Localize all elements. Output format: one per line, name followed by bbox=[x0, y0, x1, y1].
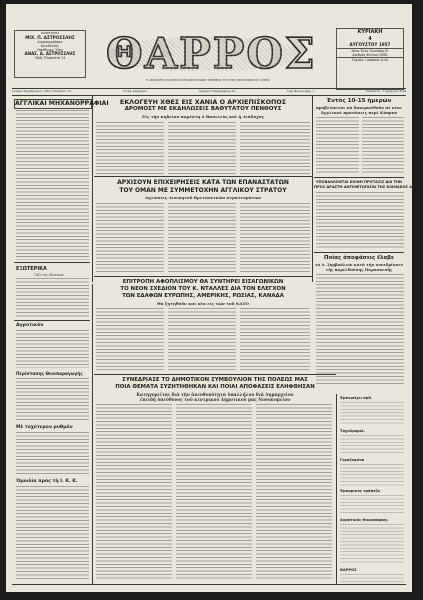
masthead-tagline: Η ΑΡΧΑΙΟΤΕΡΑ ΠΟΛΙΤΙΚΗ ΚΑΙ ΕΙΔΗΣΕΟΓΡΑΦΙΚΗ ΕΦΗΜΕΡΙΣ ΤΗ ΔΥΤΙΚΗ ΠΕΛΟΠΟΝΝΗΣΟΥ ΑΡΧΕΙΟ bbox=[146, 79, 270, 82]
article-body-text bbox=[96, 308, 164, 370]
article-headline: Ποίας ἀποφάσεις ἔλαβε bbox=[323, 255, 395, 261]
lead-deck: Εἰς τὴν κηδείαν παρέστη ὁ Βασιλεὺς καὶ ἡ Διάδοχος bbox=[142, 114, 264, 119]
article-deck: Κατηγορεῖται διὰ τὴν ἀνευθυνότητα ὑπαλλήλου διὰ Δημαρχείου bbox=[136, 392, 294, 397]
date-bar-rule-bottom bbox=[12, 95, 406, 96]
column-rule bbox=[336, 394, 337, 584]
section-rule bbox=[94, 276, 312, 277]
date-box-line: Αριθμός Φύλλου 5062 bbox=[352, 53, 388, 57]
article-headline: ΥΠΟΒΑΛΛΟΝΤΑΙ ΚΟΙΝΗ ΠΡΟΤΑΣΙΣ ΔΙΑ ΤΗΝ bbox=[315, 180, 403, 184]
article-body-text bbox=[16, 432, 89, 476]
section-label: ΕΞΩΤΕΡΙΚΑ bbox=[16, 266, 47, 272]
article-body-text bbox=[168, 308, 236, 370]
article-body-text bbox=[176, 404, 252, 580]
date-bar-item: Καλαμάτα - Τηλέφωνον 6-40 bbox=[365, 89, 406, 93]
section-label: Περίστασης Θειοπαραγωγής bbox=[16, 371, 83, 376]
sidebar-heading: ΘΑΡΡΟΣ bbox=[340, 568, 357, 572]
owner-box-line: Δημοσιογράφος bbox=[37, 40, 63, 44]
date-box-line: 4 bbox=[368, 36, 372, 42]
date-box-line: ΚΥΡΙΑΚΗ bbox=[357, 29, 383, 35]
article-body-text bbox=[240, 203, 310, 273]
article-subhead: ΠΡΟΣ ΔΡΑΣΤΗ ΑΝΤΙΜΕΤΩΠΙΣΙΝ ΤΗΣ ΚΛΙΜΑΚΟΣ ΑΥΤΟΥ bbox=[314, 185, 423, 189]
masthead-title: ΘΑΡΡΟΣ bbox=[106, 29, 317, 78]
section-subhead: Ταξί τῆς ἐξωτερικ. bbox=[34, 273, 65, 277]
sidebar-text bbox=[340, 524, 404, 564]
article-body-text bbox=[240, 308, 310, 370]
article-extra: Θὰ ζητηθοῦν καὶ νέα εἰς τῶν τοῦ ΝΑΤΟ bbox=[157, 301, 249, 306]
date-box bbox=[336, 28, 404, 90]
article-deck: Ἀγγλικαὶ προτάσεις περὶ Κύπρου bbox=[320, 110, 398, 115]
article-subhead: ΤΟ ΝΕΟΝ ΣΧΕΔΙΟΝ ΤΟΥ Κ. ΝΤΑΛΛΕΣ ΔΙΑ ΤΟΝ ΕΛΕΓΧΟΝ bbox=[120, 286, 286, 292]
lead-subhead: ΔΡΟΜΟΣΤ ΜΕ ΕΚΔΗΛΩΣΕΙΣ ΒΑΘΥΤΑΤΟΥ ΠΕΝΘΟΥΣ bbox=[124, 106, 282, 112]
section-rule bbox=[94, 374, 336, 375]
article-body-text bbox=[316, 274, 404, 386]
article-headline: Ἐντὸς 10-15 ἡμερῶν bbox=[326, 98, 392, 104]
article-body-text bbox=[96, 122, 164, 174]
section-rule bbox=[314, 252, 404, 253]
article-subhead: τὸ Δ. Συμβούλιον κατὰ τὴν συνεδρίασιν bbox=[314, 262, 404, 267]
date-box-line: ΑΥΓΟΥΣΤΟΥ 1957 bbox=[349, 42, 391, 47]
article-headline: ΑΓΓΛΙΚΑΙ ΜΗΧΑΝΟΡΡΑΦΙΑΙ bbox=[15, 100, 109, 107]
date-bar-item: Τιμή Φύλλου Δρχ. 1 bbox=[286, 89, 315, 93]
sidebar-text bbox=[340, 435, 404, 455]
article-body-text bbox=[168, 122, 236, 174]
article-headline: ΕΠΙΤΡΟΠΗ ΑΦΟΠΛΙΣΜΟΥ ΘΑ ΣΥΝΤΗΡΕΙ ΕΙΣΑΓΩΝΙΚΩΝ bbox=[122, 279, 284, 285]
date-bar-item: Τηλέφ. Καλαμάτα bbox=[122, 89, 148, 93]
owner-box-line: ΑΝΑΣ. Δ. ΑΣΤΡΟΣΣΛΗΣ bbox=[24, 51, 76, 56]
article-body-text bbox=[362, 117, 404, 175]
article-body-text bbox=[168, 203, 236, 273]
section-rule bbox=[14, 320, 90, 321]
article-body-text bbox=[96, 404, 172, 580]
sidebar-heading: Ἐμπορικός τράπεζα bbox=[340, 489, 380, 493]
lead-headline: ΕΚΛΟΓΕΥΗ ΧΘΕΣ ΕΙΣ ΧΑΝΙΑ Ο ΑΡΧΙΕΠΙΣΚΟΠΟΣ bbox=[119, 98, 287, 106]
article-subhead: προβλέπεται νὰ δοκιμασθοῦν αἱ νέαι bbox=[316, 105, 402, 110]
article-body-text bbox=[16, 486, 89, 580]
owner-box-line: Οδός Πλαπούτα 14 bbox=[34, 56, 66, 60]
sidebar-heading: Γεραζαφάνα bbox=[340, 458, 365, 462]
section-label: Μὲ τοχύτερον ρυθμόν bbox=[16, 425, 73, 430]
article-subhead: ΠΟΙΑ ΘΕΜΑΤΑ ΣΥΖΗΤΗΘΗΚΑΝ ΚΑΙ ΠΟΙΑΙ ΑΠΟΦΑΣΕΙΣ ΕΛΗΦΘΗΣΑΝ bbox=[115, 384, 315, 390]
owner-box-line: Υπεύθυνος Ύλης bbox=[36, 48, 64, 52]
article-body-text bbox=[240, 122, 310, 174]
date-bar-item: Γραφεία Τυπογραφείου 16 bbox=[198, 89, 236, 93]
section-label: Ὁμοιλία πρὸς τὴ Ι. Κ. Κ. bbox=[16, 479, 78, 484]
sidebar-text bbox=[340, 464, 404, 486]
owner-box bbox=[14, 30, 86, 78]
article-subhead: ΤΟΥ ΟΜΑΝ ΜΕ ΣΥΜΜΕΤΟΧΗΝ ΑΓΓΛΙΚΟΥ ΣΤΡΑΤΟΥ bbox=[119, 187, 287, 194]
article-body-text bbox=[16, 378, 89, 422]
article-headline: ΣΥΝΕΔΡΙΑΣΕ ΤΟ ΔΗΜΟΤΙΚΟΝ ΣΥΜΒΟΥΛΙΟΝ ΤΗΣ ΠΟΛΕΩΣ ΜΑΣ bbox=[122, 377, 308, 383]
date-bar-item: Γραφεία Διευθύνσεως: Οδός Πλαπούτα 14 bbox=[12, 89, 71, 93]
article-extra: ἐπειδὴ ὑπεύθυνος τοῦ κεντρικοῦ Δημοτικοῦ μας Νοσοκομείου bbox=[139, 397, 291, 402]
article-deck: Δηλώσεις Διοικητοῦ Βρεταννικῶν στρατευμάτων bbox=[144, 195, 262, 200]
column-rule bbox=[92, 96, 93, 282]
date-box-line: Νέον Έτος Περίοδος Β' bbox=[337, 48, 403, 53]
section-label: Αγροτικόν bbox=[16, 323, 44, 328]
section-rule bbox=[94, 176, 312, 177]
sidebar-heading: Ἐμπεριέχει ἀρθ. bbox=[340, 396, 373, 400]
owner-box-line: ΙΔΙΟΚΤΗΤΗΣ bbox=[40, 31, 60, 35]
column-rule bbox=[312, 96, 313, 282]
article-headline: ΑΡΧΙΣΟΥΝ ΕΠΙΧΕΙΡΗΣΕΙΣ ΚΑΤΑ ΤΩΝ ΕΠΑΝΑΣΤΑΤΩΝ bbox=[117, 179, 289, 186]
article-deck: ΤΩΝ ΕΔΑΦΩΝ ΕΥΡΩΠΗΣ, ΑΜΕΡΙΚΗΣ, ΡΩΣΙΑΣ, ΚΑΝΑΔΑ bbox=[122, 293, 284, 299]
article-body-text bbox=[16, 330, 89, 368]
section-rule bbox=[14, 262, 90, 263]
date-box-line: Ταχυδρ. Γραφείου 6-40 bbox=[337, 57, 403, 62]
date-bar bbox=[12, 89, 406, 94]
article-body-text bbox=[256, 404, 332, 580]
owner-box-line: Διευθυντής bbox=[40, 44, 60, 48]
newspaper-page bbox=[6, 4, 423, 592]
article-body-text bbox=[16, 278, 89, 318]
section-rule bbox=[314, 177, 404, 178]
sidebar-text bbox=[340, 495, 404, 515]
owner-box-line: ΜΙΧ. Π. ΑΣΤΡΟΣΣΛΗΣ bbox=[25, 35, 75, 40]
sidebar-heading: Τοχυδρομικ. bbox=[340, 429, 366, 433]
article-body-text bbox=[316, 192, 404, 250]
column-rule bbox=[92, 284, 93, 584]
sidebar-text bbox=[340, 574, 404, 582]
article-body-text bbox=[16, 110, 89, 260]
bottom-rule bbox=[12, 584, 406, 585]
article-body-text bbox=[96, 203, 164, 273]
article-body-text bbox=[316, 117, 359, 175]
sidebar-heading: Αγροτικός θειαιοπαραγ. bbox=[340, 518, 389, 522]
masthead-ornament bbox=[108, 37, 300, 71]
article-deck: τῆς παρελθούσης Παρασκευῆς bbox=[325, 267, 393, 272]
sidebar-text bbox=[340, 402, 404, 426]
